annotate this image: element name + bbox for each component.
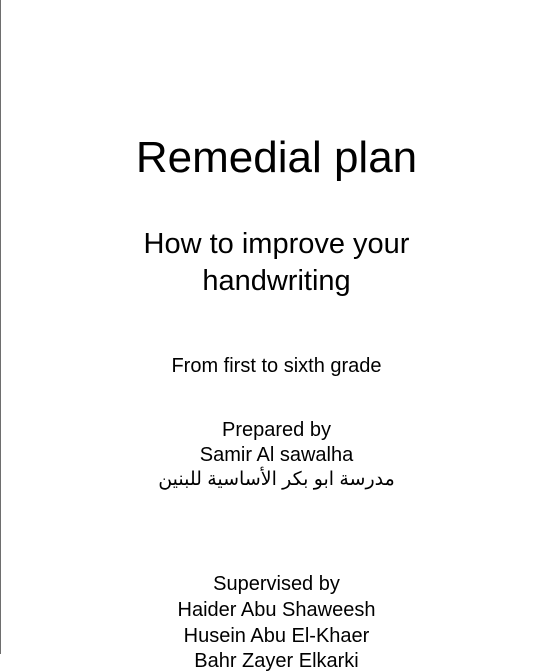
supervised-by-label: Supervised by (213, 573, 340, 595)
supervisor-name: Haider Abu Shaweesh (177, 599, 376, 621)
school-name: مدرسة ابو بكر الأساسية للبنين (158, 469, 395, 490)
prepared-by-label: Prepared by (222, 419, 331, 441)
supervisor-name: Bahr Zayer Elkarki (194, 650, 359, 672)
grade-range: From first to sixth grade (171, 355, 382, 377)
supervisor-name: Husein Abu El-Khaer (183, 625, 370, 647)
subtitle-line-2: handwriting (202, 265, 351, 297)
subtitle-line-1: How to improve your (143, 228, 410, 260)
page-left-border (0, 0, 1, 654)
page-title: Remedial plan (135, 133, 418, 182)
author-name: Samir Al sawalha (199, 444, 354, 466)
